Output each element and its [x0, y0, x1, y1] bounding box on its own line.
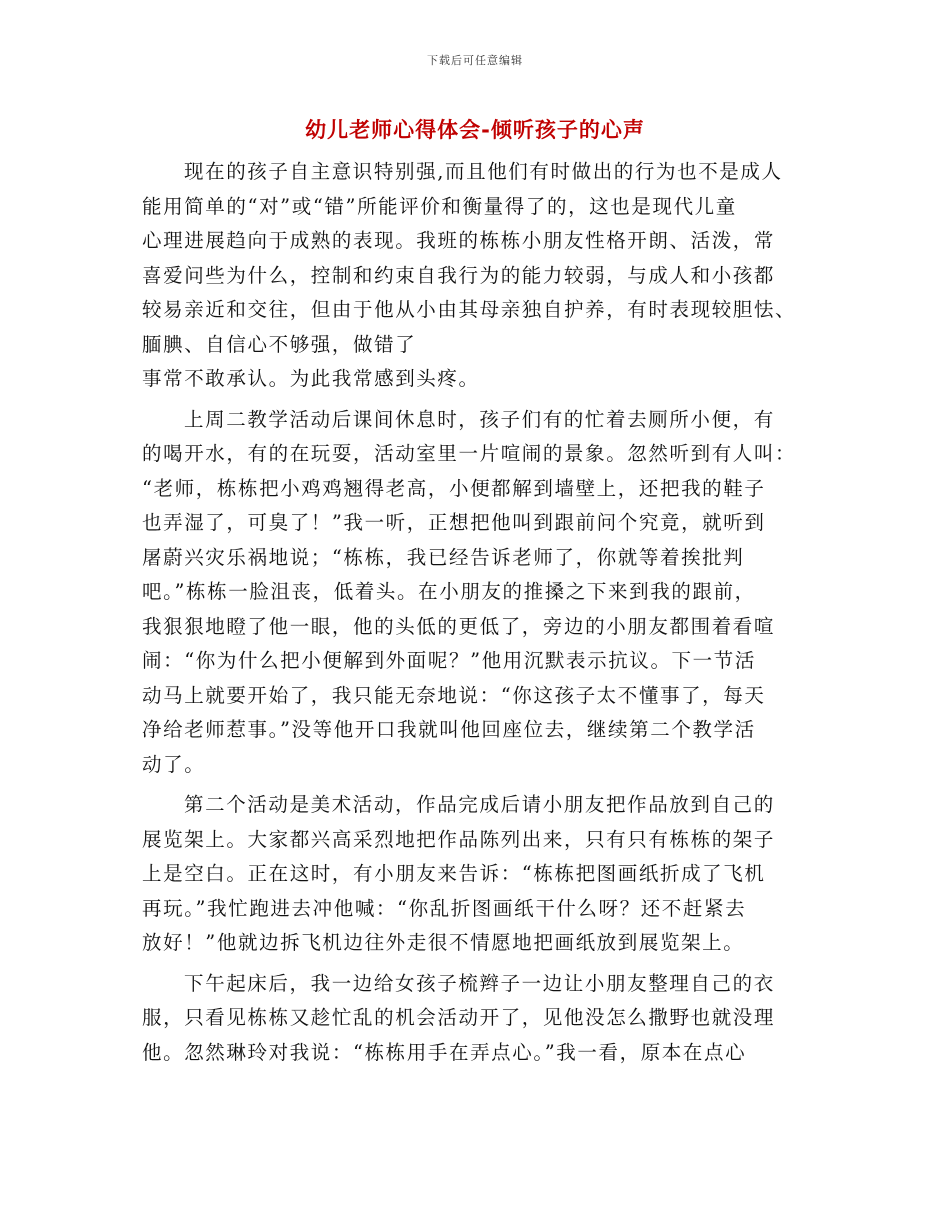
- text-line: 第二个活动是美术活动，作品完成后请小朋友把作品放到自己的: [184, 793, 775, 816]
- text-line: 上是空白。正在这时，有小朋友来告诉：“栋栋把图画纸折成了飞机: [142, 862, 766, 885]
- text-line: 的喝开水，有的在玩耍，活动室里一片喧闹的景象。忽然听到有人叫：: [142, 442, 797, 465]
- text-line: 下午起床后，我一边给女孩子梳辫子一边让小朋友整理自己的衣: [184, 971, 775, 995]
- text-line: 喜爱问些为什么，控制和约束自我行为的能力较弱，与成人和小孩都: [142, 263, 776, 287]
- text-line: “老师，栋栋把小鸡鸡翘得老高，小便都解到墙壁上，还把我的鞋子: [142, 476, 766, 500]
- text-line: 腼腆、自信心不够强，做错了: [142, 332, 417, 356]
- text-line: 屠蔚兴灾乐祸地说；“栋栋，我已经告诉老师了，你就等着挨批判: [142, 545, 745, 569]
- text-line: 心理进展趋向于成熟的表现。我班的栋栋小朋友性格开朗、活泼，常: [142, 229, 776, 252]
- text-line: 再玩。”我忙跑进去冲他喊：“你乱折图画纸干什么呀？还不赶紧去: [142, 896, 747, 920]
- text-line: 动了。: [142, 752, 206, 776]
- document-body: [142, 155, 810, 1070]
- text-line: 服，只看见栋栋又趁忙乱的机会活动开了，见他没怎么撒野也就没理: [142, 1006, 776, 1029]
- header-note: 下载后可任意编辑: [427, 54, 523, 67]
- document-title: 幼儿老师心得体会-倾听孩子的心声: [305, 118, 645, 142]
- text-line: 也弄湿了，可臭了！”我一听，正想把他叫到跟前问个究竟，就听到: [142, 511, 766, 534]
- text-line: 上周二教学活动后课间休息时，孩子们有的忙着去厕所小便，有: [184, 407, 775, 431]
- text-line: 我狠狠地瞪了他一眼，他的头低的更低了，旁边的小朋友都围着看喧: [142, 614, 776, 638]
- text-line: 能用简单的“对”或“错”所能评价和衡量得了的，这也是现代儿童: [142, 194, 737, 218]
- text-line: 放好！”他就边拆飞机边往外走很不情愿地把画纸放到展览架上。: [142, 931, 745, 954]
- text-line: 吧。”栋栋一脸沮丧，低着头。在小朋友的推搡之下来到我的跟前，: [142, 580, 756, 603]
- text-line: 动马上就要开始了，我只能无奈地说：“你这孩子太不懂事了，每天: [142, 683, 766, 707]
- text-line: 他。忽然琳玲对我说：“栋栋用手在弄点心。”我一看，原本在点心: [142, 1040, 747, 1064]
- text-line: 现在的孩子自主意识特别强,而且他们有时做出的行为也不是成人: [184, 160, 783, 183]
- text-line: 展览架上。大家都兴高采烈地把作品陈列出来，只有只有栋栋的架子: [142, 827, 776, 851]
- text-line: 净给老师惹事。”没等他开口我就叫他回座位去，继续第二个教学活: [142, 718, 756, 741]
- text-line: 闹：“你为什么把小便解到外面呢？”他用沉默表示抗议。下一节活: [142, 649, 756, 672]
- text-line: 较易亲近和交往，但由于他从小由其母亲独自护养，有时表现较胆怯、: [142, 298, 797, 321]
- text-line: 事常不敢承认。为此我常感到头疼。: [142, 367, 480, 390]
